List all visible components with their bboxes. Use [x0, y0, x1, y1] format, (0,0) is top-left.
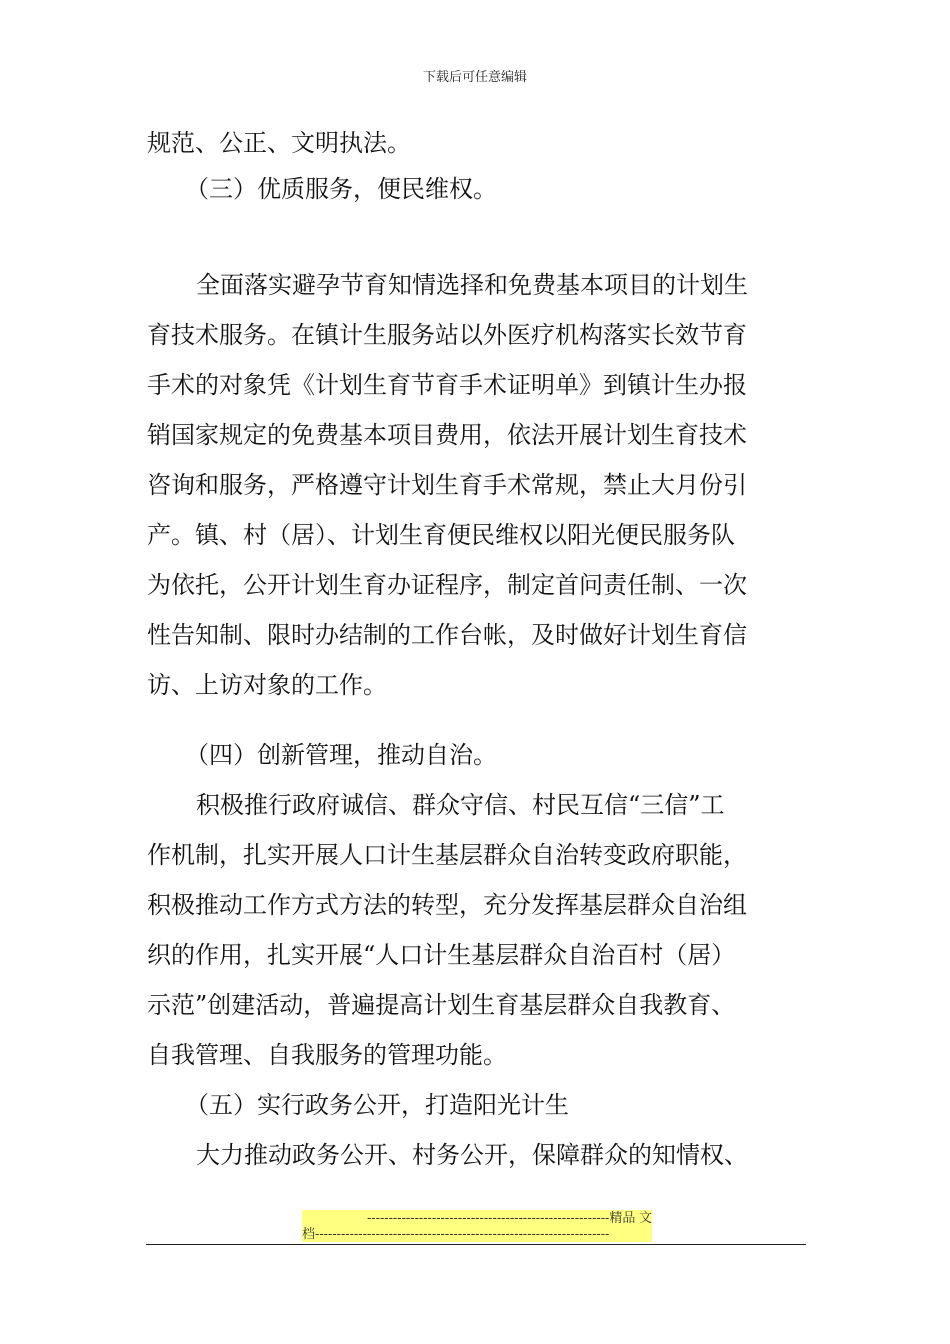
text-line: 积极推动工作方式方法的转型，充分发挥基层群众自治组: [147, 891, 747, 919]
text-line: 大力推动政务公开、村务公开，保障群众的知情权、: [196, 1141, 748, 1169]
footer-watermark: [302, 1210, 652, 1242]
footer-highlight: [302, 1210, 652, 1242]
footer-line: --------------------------------------------------------精品 文: [366, 1210, 652, 1225]
text-line: 自我管理、自我服务的管理功能。: [147, 1041, 507, 1069]
text-line: 作机制，扎实开展人口计生基层群众自治转变政府职能，: [147, 841, 747, 869]
text-line: 访、上访对象的工作。: [147, 671, 387, 699]
section-heading: （四）创新管理，推动自治。: [185, 741, 497, 769]
footer-line: 档--------------------------------------------------------------------: [302, 1226, 610, 1241]
text-line: 规范、公正、文明执法。: [147, 129, 411, 157]
text-line: 积极推行政府诚信、群众守信、村民互信“三信”工: [196, 791, 725, 819]
section-heading: （五）实行政务公开，打造阳光计生: [185, 1091, 569, 1119]
footer-divider: [146, 1244, 806, 1245]
text-line: 产。镇、村（居）、计划生育便民维权以阳光便民服务队: [147, 521, 735, 549]
page-header: 下载后可任意编辑: [422, 70, 527, 85]
text-line: 示范”创建活动，普遍提高计划生育基层群众自我教育、: [147, 991, 736, 1019]
text-line: 手术的对象凭《计划生育节育手术证明单》到镇计生办报: [147, 371, 747, 399]
text-line: 织的作用，扎实开展“人口计生基层群众自治百村（居）: [147, 941, 736, 969]
text-line: 育技术服务。在镇计生服务站以外医疗机构落实长效节育: [147, 321, 747, 349]
text-line: 全面落实避孕节育知情选择和免费基本项目的计划生: [196, 271, 748, 299]
text-line: 咨询和服务，严格遵守计划生育手术常规，禁止大月份引: [147, 471, 747, 499]
section-heading: （三）优质服务，便民维权。: [185, 175, 497, 203]
text-line: 为依托，公开计划生育办证程序，制定首问责任制、一次: [147, 571, 747, 599]
text-line: 销国家规定的免费基本项目费用，依法开展计划生育技术: [147, 421, 747, 449]
text-line: 性告知制、限时办结制的工作台帐，及时做好计划生育信: [147, 621, 747, 649]
